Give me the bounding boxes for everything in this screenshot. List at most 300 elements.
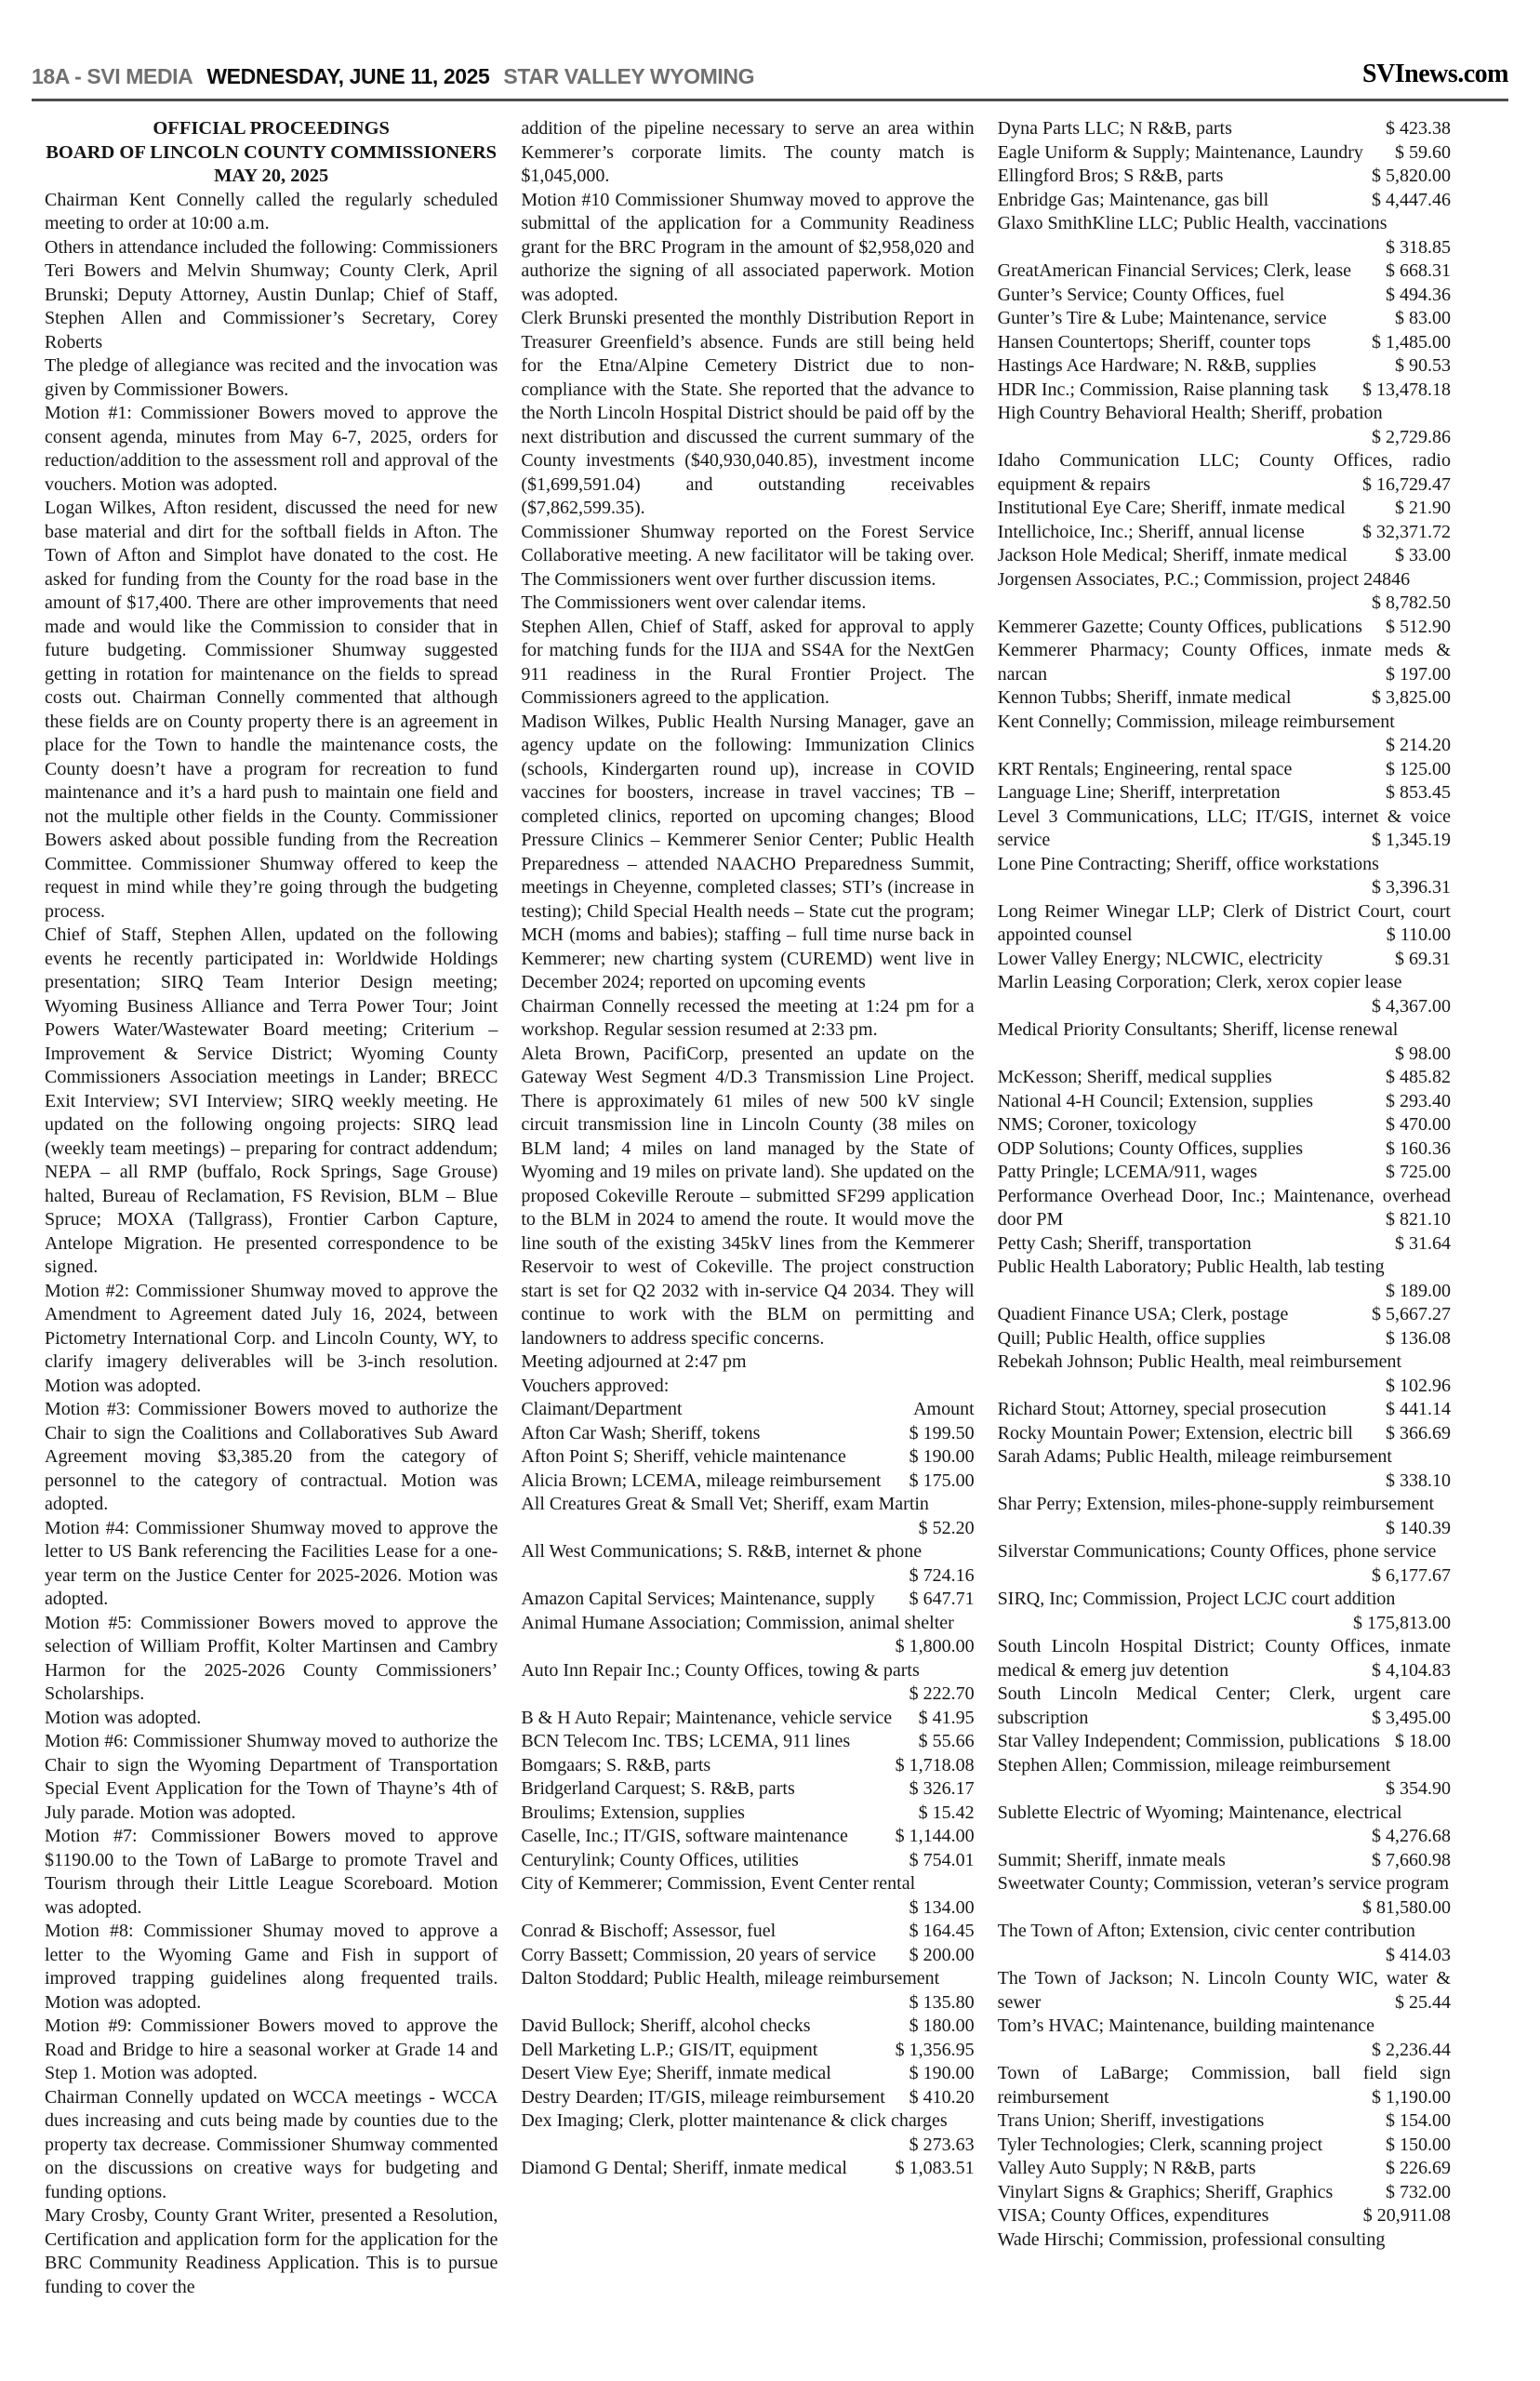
voucher-amount: $ 90.53 — [1394, 355, 1451, 376]
voucher-row — [998, 568, 1451, 616]
voucher-claimant: Language Line; Sheriff, interpretation — [997, 782, 1281, 803]
voucher-amount: $ 226.69 — [1385, 2158, 1451, 2178]
voucher-amount: $ 222.70 — [909, 1683, 975, 1704]
voucher-claimant: Kent Connelly; Commission, mileage reimbursement — [997, 711, 1395, 732]
voucher-row — [521, 2157, 974, 2181]
body-paragraph: Clerk Brunski presented the monthly Distribution Report in Treasurer Greenfield’s absence. Funds are still being held for the Etna/Alpine Cemetery District due to non-compliance with the State. She reported that the advance to the North Lincoln Hospital District should be paid off by the next distribution and discussed the current summary of the County investments ($40,930,040.85), investment income ($1,699,591.04) and outstanding receivables ($7,862,599.35). — [521, 308, 975, 518]
voucher-row — [998, 971, 1451, 1018]
voucher-claimant: South Lincoln Medical Center; Clerk, urgent care subscription — [997, 1683, 1451, 1728]
voucher-amount: $ 4,276.68 — [1371, 1826, 1451, 1846]
voucher-claimant: Summit; Sheriff, inmate meals — [997, 1849, 1226, 1870]
voucher-row — [521, 1707, 974, 1731]
body-paragraph: Motion #2: Commissioner Shumway moved to approve the Amendment to Agreement dated July 16, 2024, between Pictometry International Corp. and Lincoln County, WY, to clarify imagery deliverables will be 3-inch resolution. Motion was adopted. — [45, 1280, 498, 1396]
voucher-claimant: Town of LaBarge; Commission, ball field sign reimbursement — [997, 2063, 1451, 2108]
voucher-row — [998, 1872, 1451, 1920]
voucher-claimant: Sublette Electric of Wyoming; Maintenance, electrical — [997, 1802, 1402, 1823]
voucher-row — [521, 1659, 974, 1707]
voucher-claimant: Richard Stout; Attorney, special prosecution — [997, 1399, 1327, 1419]
voucher-amount: $ 55.66 — [918, 1731, 975, 1751]
voucher-list-part-2 — [998, 117, 1451, 2252]
voucher-row — [521, 1422, 974, 1446]
voucher-amount: $ 175,813.00 — [1352, 1612, 1451, 1633]
voucher-row — [998, 900, 1451, 948]
voucher-claimant: GreatAmerican Financial Services; Clerk, lease — [997, 260, 1352, 281]
voucher-claimant: Jorgensen Associates, P.C.; Commission, project 24846 — [997, 568, 1411, 590]
voucher-row — [998, 2015, 1451, 2062]
voucher-row — [521, 1540, 974, 1588]
voucher-amount: $ 160.36 — [1385, 1137, 1451, 1159]
voucher-claimant: All Creatures Great & Small Vet; Sheriff, exam Martin — [521, 1494, 929, 1514]
body-paragraph: Chairman Connelly recessed the meeting at 1:24 pm for a workshop. Regular session resumed at 2:33 pm. — [521, 995, 975, 1040]
voucher-claimant: Hastings Ace Hardware; N. R&B, supplies — [997, 355, 1317, 376]
voucher-amount: $ 724.16 — [909, 1564, 975, 1586]
voucher-header-claimant: Claimant/Department — [521, 1399, 683, 1419]
site-name: SVInews.com — [1361, 60, 1508, 88]
masthead-left — [32, 64, 763, 89]
issue-date: WEDNESDAY, JUNE 11, 2025 — [206, 64, 490, 88]
voucher-amount: $ 102.96 — [1385, 1375, 1451, 1396]
voucher-claimant: Performance Overhead Door, Inc.; Maintenance, overhead door PM — [997, 1185, 1451, 1230]
voucher-amount: $ 423.38 — [1385, 118, 1451, 139]
voucher-claimant: Sarah Adams; Public Health, mileage reimbursement — [997, 1446, 1392, 1467]
voucher-amount: $ 110.00 — [1386, 924, 1451, 945]
voucher-row — [998, 686, 1451, 711]
masthead-rule — [32, 99, 1508, 101]
body-paragraph: addition of the pipeline necessary to serve an area within Kemmerer’s corporate limits. The county match is $1,045,000. — [521, 118, 975, 186]
voucher-amount: $ 326.17 — [909, 1778, 975, 1799]
voucher-claimant: Afton Car Wash; Sheriff, tokens — [521, 1422, 761, 1443]
voucher-row — [998, 1849, 1451, 1873]
voucher-amount: $ 273.63 — [909, 2134, 975, 2155]
voucher-row — [998, 165, 1451, 189]
column-2 — [521, 117, 974, 2299]
voucher-claimant: Quill; Public Health, office supplies — [997, 1327, 1266, 1349]
voucher-claimant: Institutional Eye Care; Sheriff, inmate medical — [997, 498, 1346, 518]
body-paragraph: Motion #1: Commissioner Bowers moved to approve the consent agenda, minutes from May 6-7, 2025, orders for reduction/addition to the assessment roll and approval of the vouchers. Motion was adopted. — [45, 403, 498, 495]
voucher-amount: $ 485.82 — [1385, 1067, 1451, 1087]
voucher-row — [998, 117, 1451, 141]
voucher-row — [998, 1066, 1451, 1090]
voucher-row — [998, 449, 1451, 497]
voucher-amount: $ 180.00 — [909, 2015, 975, 2036]
voucher-amount: $ 5,820.00 — [1371, 166, 1451, 186]
voucher-amount: $ 1,144.00 — [895, 1826, 975, 1846]
body-paragraph: Commissioner Shumway reported on the Forest Service Collaborative meeting. A new facilitator will be taking over. The Commissioners went over further discussion items. — [521, 521, 975, 590]
voucher-amount: $ 853.45 — [1385, 782, 1451, 803]
voucher-claimant: Broulims; Extension, supplies — [521, 1802, 745, 1823]
body-paragraph: Motion #4: Commissioner Shumway moved to approve the letter to US Bank referencing the Facilities Lease for a one-year term on the Justice Center for 2025-2026. Motion was adopted. — [45, 1517, 498, 1609]
body-paragraph: The pledge of allegiance was recited and the invocation was given by Commissioner Bowers. — [45, 355, 498, 400]
voucher-row — [998, 2228, 1451, 2253]
voucher-amount: $ 410.20 — [909, 2086, 975, 2108]
voucher-amount: $ 4,367.00 — [1371, 995, 1451, 1017]
voucher-row — [998, 1137, 1451, 1162]
voucher-row — [998, 1232, 1451, 1257]
voucher-row — [998, 1327, 1451, 1351]
voucher-row — [521, 1445, 974, 1470]
page-label: 18A - SVI MEDIA — [32, 64, 193, 88]
body-paragraph: Chairman Kent Connelly called the regularly scheduled meeting to order at 10:00 a.m. — [45, 189, 498, 233]
voucher-claimant: Bridgerland Carquest; S. R&B, parts — [521, 1778, 795, 1799]
voucher-amount: $ 3,495.00 — [1371, 1707, 1451, 1728]
body-paragraph: Motion #7: Commissioner Bowers moved to approve $1190.00 to the Town of LaBarge to promote Travel and Tourism through their Little League Scoreboard. Motion was adopted. — [45, 1826, 498, 1918]
column-1-body — [45, 189, 498, 2300]
voucher-amount: $ 190.00 — [909, 2063, 975, 2083]
voucher-row — [998, 758, 1451, 782]
voucher-claimant: Jackson Hole Medical; Sheriff, inmate medical — [997, 545, 1348, 565]
column-3 — [998, 117, 1451, 2299]
voucher-claimant: Rocky Mountain Power; Extension, electric bill — [997, 1422, 1353, 1443]
voucher-row — [998, 521, 1451, 545]
body-paragraph: Logan Wilkes, Afton resident, discussed the need for new base material and dirt for the softball fields in Afton. The Town of Afton and Simplot have donated to the cost. He asked for funding from the County for the road base in the amount of $17,400. There are other improvements that need made and would like the Commission to consider that in future budgeting. Commissioner Shumway suggested getting in rotation for maintenance on the fields to spread costs out. Chairman Connelly commented that although these fields are on County property there is an agreement in place for the Town to handle the maintenance costs, the County doesn’t have a program for recreation to fund maintenance and it’s a hard push to maintain one field and not the multiple other fields in the County. Commissioner Bowers asked about possible funding from the Recreation Committee. Commissioner Shumway offered to keep the request in mind while they’re going through the budgeting process. — [45, 498, 498, 922]
voucher-claimant: Gunter’s Tire & Lube; Maintenance, service — [997, 308, 1327, 328]
voucher-row — [998, 379, 1451, 403]
voucher-row — [998, 1754, 1451, 1802]
voucher-amount: $ 293.40 — [1385, 1090, 1451, 1111]
voucher-amount: $ 668.31 — [1385, 260, 1451, 281]
voucher-row — [521, 1849, 974, 1873]
voucher-amount: $ 154.00 — [1385, 2110, 1451, 2131]
voucher-claimant: Shar Perry; Extension, miles-phone-supply reimbursement — [997, 1494, 1435, 1514]
voucher-row — [521, 1588, 974, 1612]
voucher-row — [998, 1540, 1451, 1588]
voucher-claimant: Kennon Tubbs; Sheriff, inmate medical — [997, 687, 1292, 708]
voucher-claimant: Corry Bassett; Commission, 20 years of service — [521, 1944, 876, 1965]
voucher-claimant: B & H Auto Repair; Maintenance, vehicle service — [521, 1707, 893, 1728]
voucher-row — [521, 1493, 974, 1540]
voucher-amount: $ 1,190.00 — [1371, 2086, 1451, 2108]
voucher-row — [998, 1398, 1451, 1422]
voucher-claimant: Dyna Parts LLC; N R&B, parts — [997, 118, 1232, 139]
voucher-claimant: Idaho Communication LLC; County Offices, radio equipment & repairs — [997, 450, 1451, 495]
voucher-amount: $ 512.90 — [1385, 616, 1451, 637]
body-paragraph: Stephen Allen, Chief of Staff, asked for approval to apply for matching funds for the IIJA and SS4A for the NextGen 911 readiness in the Rural Frontier Project. The Commissioners agreed to the application. — [521, 616, 975, 708]
voucher-amount: $ 7,660.98 — [1371, 1849, 1451, 1870]
voucher-amount: $ 1,356.95 — [895, 2039, 975, 2060]
voucher-amount: $ 18.00 — [1394, 1731, 1451, 1751]
voucher-row — [521, 2109, 974, 2157]
voucher-claimant: Lower Valley Energy; NLCWIC, electricity — [997, 948, 1323, 969]
article-title-line: BOARD OF LINCOLN COUNTY COMMISSIONERS — [46, 141, 498, 163]
voucher-row — [521, 1920, 974, 1944]
voucher-row — [998, 2134, 1451, 2158]
voucher-row — [998, 331, 1451, 355]
voucher-row — [998, 1588, 1451, 1635]
voucher-list-part-1 — [521, 1422, 974, 2181]
voucher-row — [998, 212, 1451, 259]
voucher-amount: $ 494.36 — [1385, 284, 1451, 305]
voucher-row — [998, 1635, 1451, 1683]
voucher-amount: $ 1,718.08 — [895, 1754, 975, 1776]
voucher-claimant: Star Valley Independent; Commission, publications — [997, 1731, 1380, 1751]
voucher-claimant: Trans Union; Sheriff, investigations — [997, 2110, 1265, 2131]
voucher-amount: $ 190.00 — [909, 1446, 975, 1467]
voucher-row — [521, 1612, 974, 1659]
voucher-row — [521, 1730, 974, 1754]
voucher-amount: $ 32,371.72 — [1361, 521, 1451, 542]
column-1 — [45, 117, 498, 2299]
voucher-claimant: Auto Inn Repair Inc.; County Offices, towing & parts — [521, 1659, 920, 1681]
voucher-row — [998, 639, 1451, 686]
voucher-amount: $ 3,396.31 — [1371, 877, 1451, 898]
voucher-row — [521, 1872, 974, 1920]
voucher-amount: $ 135.80 — [909, 1991, 975, 2013]
voucher-row — [521, 2039, 974, 2063]
voucher-amount: $ 2,729.86 — [1371, 426, 1451, 447]
body-paragraph: Motion #5: Commissioner Bowers moved to approve the selection of William Proffit, Kolter Martinsen and Cambry Harmon for the 2025-2026 County Commissioners’ Scholarships. — [45, 1612, 498, 1704]
voucher-amount: $ 136.08 — [1385, 1327, 1451, 1349]
voucher-amount: $ 414.03 — [1385, 1944, 1451, 1965]
region-label: STAR VALLEY WYOMING — [503, 64, 755, 88]
voucher-amount: $ 140.39 — [1385, 1517, 1451, 1538]
voucher-row — [998, 1802, 1451, 1849]
voucher-row — [998, 1730, 1451, 1754]
voucher-row — [998, 259, 1451, 284]
voucher-claimant: South Lincoln Hospital District; County Offices, inmate medical & emerg juv detention — [997, 1636, 1451, 1681]
voucher-claimant: HDR Inc.; Commission, Raise planning task — [997, 379, 1329, 400]
voucher-claimant: Petty Cash; Sheriff, transportation — [997, 1232, 1252, 1254]
voucher-table-header — [521, 1398, 974, 1422]
voucher-row — [998, 2109, 1451, 2134]
voucher-amount: $ 33.00 — [1394, 545, 1451, 565]
voucher-amount: $ 41.95 — [918, 1707, 975, 1728]
voucher-row — [998, 2062, 1451, 2109]
voucher-row — [998, 1350, 1451, 1398]
voucher-claimant: Public Health Laboratory; Public Health, lab testing — [997, 1257, 1385, 1277]
voucher-row — [998, 141, 1451, 166]
voucher-claimant: VISA; County Offices, expenditures — [997, 2205, 1269, 2226]
voucher-row — [998, 805, 1451, 853]
voucher-amount: $ 98.00 — [1394, 1043, 1451, 1064]
voucher-amount: $ 4,104.83 — [1371, 1659, 1451, 1681]
body-paragraph: The Commissioners went over calendar items. — [521, 592, 867, 613]
voucher-amount: $ 199.50 — [909, 1422, 975, 1443]
voucher-row — [521, 1825, 974, 1849]
voucher-claimant: Eagle Uniform & Supply; Maintenance, Laundry — [997, 141, 1363, 163]
voucher-claimant: Conrad & Bischoff; Assessor, fuel — [521, 1921, 777, 1941]
voucher-amount: $ 754.01 — [909, 1849, 975, 1870]
voucher-claimant: Intellichoice, Inc.; Sheriff, annual license — [997, 521, 1305, 542]
voucher-claimant: Centurylink; County Offices, utilities — [521, 1849, 799, 1870]
voucher-claimant: Lone Pine Contracting; Sheriff, office workstations — [997, 853, 1379, 874]
voucher-amount: $ 21.90 — [1394, 498, 1451, 518]
voucher-claimant: BCN Telecom Inc. TBS; LCEMA, 911 lines — [521, 1731, 851, 1751]
voucher-amount: $ 2,236.44 — [1371, 2039, 1451, 2060]
voucher-amount: $ 5,667.27 — [1371, 1304, 1451, 1324]
body-paragraph: Mary Crosby, County Grant Writer, presented a Resolution, Certification and application form for the application for the BRC Community Readiness Application. This is to pursue funding to cover the — [45, 2205, 498, 2297]
voucher-amount: $ 470.00 — [1385, 1114, 1451, 1135]
voucher-claimant: Tyler Technologies; Clerk, scanning project — [997, 2134, 1323, 2155]
voucher-claimant: High Country Behavioral Health; Sheriff, probation — [997, 403, 1383, 423]
voucher-claimant: Afton Point S; Sheriff, vehicle maintenance — [521, 1446, 846, 1467]
voucher-row — [998, 853, 1451, 900]
body-paragraph: Meeting adjourned at 2:47 pm — [521, 1351, 747, 1372]
voucher-row — [998, 1422, 1451, 1446]
voucher-amount: $ 52.20 — [918, 1517, 975, 1538]
voucher-row — [998, 711, 1451, 758]
voucher-row — [521, 2062, 974, 2086]
voucher-row — [998, 2157, 1451, 2181]
voucher-amount: $ 732.00 — [1385, 2181, 1451, 2202]
voucher-amount: $ 31.64 — [1394, 1232, 1451, 1254]
voucher-row — [998, 2181, 1451, 2205]
body-paragraph: Motion was adopted. — [45, 1707, 202, 1728]
body-paragraph: Motion #8: Commissioner Shumay moved to approve a letter to the Wyoming Game and Fish in support of improved trapping guidelines along frequented trails. Motion was adopted. — [45, 1921, 498, 2013]
voucher-amount: $ 3,825.00 — [1371, 687, 1451, 708]
voucher-claimant: The Town of Jackson; N. Lincoln County WIC, water & sewer — [997, 1968, 1451, 2013]
voucher-claimant: Valley Auto Supply; N R&B, parts — [997, 2158, 1256, 2178]
voucher-amount: $ 4,447.46 — [1371, 189, 1451, 210]
article-columns — [45, 117, 1451, 2299]
voucher-claimant: City of Kemmerer; Commission, Event Center rental — [521, 1873, 916, 1894]
voucher-claimant: Glaxo SmithKline LLC; Public Health, vaccinations — [997, 213, 1387, 233]
voucher-amount: $ 134.00 — [909, 1896, 975, 1918]
voucher-amount: $ 1,345.19 — [1371, 830, 1451, 850]
body-paragraph: Vouchers approved: — [521, 1375, 670, 1396]
voucher-amount: $ 354.90 — [1385, 1778, 1451, 1799]
voucher-amount: $ 821.10 — [1385, 1209, 1451, 1230]
voucher-row — [521, 1777, 974, 1802]
voucher-amount: $ 81,580.00 — [1361, 1896, 1451, 1918]
voucher-amount: $ 69.31 — [1394, 948, 1451, 969]
voucher-claimant: Desert View Eye; Sheriff, inmate medical — [521, 2063, 831, 2083]
voucher-row — [521, 2015, 974, 2039]
voucher-claimant: KRT Rentals; Engineering, rental space — [997, 758, 1293, 779]
voucher-amount: $ 189.00 — [1385, 1280, 1451, 1301]
voucher-row — [998, 2204, 1451, 2228]
voucher-claimant: Alicia Brown; LCEMA, mileage reimbursement — [521, 1470, 882, 1491]
voucher-claimant: The Town of Afton; Extension, civic center contribution — [997, 1921, 1415, 1941]
voucher-claimant: National 4-H Council; Extension, supplies — [997, 1090, 1314, 1111]
body-paragraph: Motion #10 Commissioner Shumway moved to approve the submittal of the application for a Community Readiness grant for the BRC Program in the amount of $2,958,020 and authorize the signing of all associated paperwork. Motion was adopted. — [521, 189, 975, 305]
column-2-body — [521, 117, 974, 1398]
voucher-amount: $ 16,729.47 — [1361, 473, 1451, 495]
voucher-claimant: Dex Imaging; Clerk, plotter maintenance & click charges — [521, 2110, 948, 2131]
voucher-claimant: Wade Hirschi; Commission, professional consulting — [997, 2228, 1386, 2250]
voucher-amount: $ 200.00 — [909, 1944, 975, 1965]
body-paragraph: Chief of Staff, Stephen Allen, updated on the following events he recently participated in: Worldwide Holdings presentation; SIRQ Team Interior Design meeting; Wyoming Business Alliance and Terra Power Tour; Joint Powers Water/Wastewater Board meeting; Criterium – Improvement & Service District; Wyoming County Commissioners Association meetings in Lander; BRECC Exit Interview; SVI Interview; SIRQ weekly meeting. He updated on the following ongoing projects: SIRQ lead (weekly team meetings) – preparing for contract addendum; NEPA – all RMP (buffalo, Rock Springs, Sage Grouse) halted, Bureau of Reclamation, FS Revision, BLM – Blue Spruce; MOXA (Tallgrass), Frontier Carbon Capture, Antelope Migration. He presented correspondence to be signed. — [45, 924, 498, 1277]
voucher-header-amount: Amount — [913, 1399, 975, 1419]
voucher-claimant: Enbridge Gas; Maintenance, gas bill — [997, 189, 1269, 210]
voucher-row — [521, 1470, 974, 1494]
voucher-claimant: Long Reimer Winegar LLP; Clerk of District Court, court appointed counsel — [997, 900, 1451, 945]
voucher-amount: $ 13,478.18 — [1361, 379, 1451, 400]
voucher-amount: $ 59.60 — [1394, 141, 1451, 163]
body-paragraph: Chairman Connelly updated on WCCA meetings - WCCA dues increasing and cuts being made by counties due to the property tax decrease. Commissioner Shumway commented on the discussions on creative ways for budgeting and funding options. — [45, 2086, 498, 2202]
voucher-amount: $ 25.44 — [1394, 1991, 1451, 2013]
voucher-claimant: Caselle, Inc.; IT/GIS, software maintenance — [521, 1826, 848, 1846]
voucher-amount: $ 366.69 — [1385, 1422, 1451, 1443]
voucher-amount: $ 318.85 — [1385, 236, 1451, 258]
voucher-claimant: Quadient Finance USA; Clerk, postage — [997, 1304, 1289, 1324]
voucher-claimant: ODP Solutions; County Offices, supplies — [997, 1137, 1304, 1159]
voucher-row — [998, 1256, 1451, 1303]
voucher-row — [998, 948, 1451, 972]
article-title-line: OFFICIAL PROCEEDINGS — [153, 118, 390, 139]
voucher-amount: $ 164.45 — [909, 1921, 975, 1941]
voucher-claimant: Kemmerer Pharmacy; County Offices, inmate meds & narcan — [997, 640, 1451, 685]
voucher-claimant: McKesson; Sheriff, medical supplies — [997, 1067, 1272, 1087]
voucher-row — [998, 1018, 1451, 1066]
voucher-claimant: Tom’s HVAC; Maintenance, building maintenance — [997, 2015, 1375, 2036]
voucher-amount: $ 125.00 — [1385, 758, 1451, 779]
voucher-claimant: Vinylart Signs & Graphics; Sheriff, Graphics — [997, 2181, 1334, 2202]
voucher-claimant: Marlin Leasing Corporation; Clerk, xerox copier lease — [997, 972, 1402, 992]
voucher-row — [998, 1303, 1451, 1327]
voucher-claimant: Diamond G Dental; Sheriff, inmate medical — [521, 2158, 847, 2178]
voucher-amount: $ 338.10 — [1385, 1470, 1451, 1491]
article-title-line: MAY 20, 2025 — [214, 166, 329, 186]
voucher-row — [521, 1802, 974, 1826]
body-paragraph: Madison Wilkes, Public Health Nursing Manager, gave an agency update on the following: Immunization Clinics (schools, Kindergarten round up), increase in COVID vaccines for boosters, increase in travel vaccines; TB – completed clinics, reported on upcoming changes; Blood Pressure Clinics – Kemmerer Senior Center; Public Health Preparedness – attended NAACHO Preparedness Summit, meetings in Cheyenne, completed classes; STI’s (increase in testing); Child Special Health needs – State cut the program; MCH (moms and babies); staffing – full time nurse back in Kemmerer; new charting system (CUREMD) went live in December 2024; reported on upcoming events — [521, 711, 975, 992]
voucher-amount: $ 214.20 — [1385, 735, 1451, 755]
voucher-row — [998, 1445, 1451, 1493]
voucher-claimant: Rebekah Johnson; Public Health, meal reimbursement — [997, 1351, 1402, 1372]
voucher-amount: $ 8,782.50 — [1371, 592, 1451, 613]
voucher-claimant: Dell Marketing L.P.; GIS/IT, equipment — [521, 2039, 818, 2060]
voucher-amount: $ 441.14 — [1385, 1399, 1451, 1419]
voucher-amount: $ 1,083.51 — [895, 2158, 975, 2178]
voucher-claimant: Destry Dearden; IT/GIS, mileage reimbursement — [521, 2086, 885, 2108]
voucher-row — [998, 544, 1451, 568]
voucher-claimant: David Bullock; Sheriff, alcohol checks — [521, 2015, 811, 2036]
voucher-claimant: Ellingford Bros; S R&B, parts — [997, 166, 1224, 186]
voucher-claimant: Dalton Stoddard; Public Health, mileage reimbursement — [521, 1968, 940, 1989]
voucher-amount: $ 15.42 — [918, 1802, 975, 1823]
voucher-row — [521, 2086, 974, 2110]
voucher-row — [998, 1920, 1451, 1967]
voucher-row — [998, 1493, 1451, 1540]
voucher-claimant: Medical Priority Consultants; Sheriff, license renewal — [997, 1019, 1399, 1040]
body-paragraph: Motion #6: Commissioner Shumway moved to authorize the Chair to sign the Wyoming Department of Transportation Special Event Application for the Town of Thayne’s 4th of July parade. Motion was adopted. — [45, 1731, 498, 1823]
voucher-row — [998, 189, 1451, 213]
voucher-row — [998, 402, 1451, 449]
voucher-claimant: NMS; Coroner, toxicology — [997, 1114, 1197, 1135]
voucher-row — [998, 1113, 1451, 1137]
voucher-row — [998, 781, 1451, 805]
voucher-claimant: Patty Pringle; LCEMA/911, wages — [997, 1162, 1257, 1182]
voucher-row — [998, 1967, 1451, 2015]
body-paragraph: Motion #9: Commissioner Bowers moved to approve the Road and Bridge to hire a seasonal worker at Grade 14 and Step 1. Motion was adopted. — [45, 2015, 498, 2083]
article-title — [45, 117, 498, 189]
voucher-amount: $ 1,485.00 — [1371, 331, 1451, 352]
voucher-row — [998, 354, 1451, 379]
voucher-row — [998, 1161, 1451, 1185]
voucher-claimant: Bomgaars; S. R&B, parts — [521, 1754, 711, 1776]
voucher-amount: $ 197.00 — [1385, 663, 1451, 685]
voucher-row — [998, 284, 1451, 308]
voucher-amount: $ 6,177.67 — [1371, 1564, 1451, 1586]
masthead — [32, 60, 1508, 89]
voucher-claimant: Kemmerer Gazette; County Offices, publications — [997, 616, 1362, 637]
voucher-claimant: Amazon Capital Services; Maintenance, supply — [521, 1589, 875, 1609]
voucher-claimant: Level 3 Communications, LLC; IT/GIS, internet & voice service — [997, 805, 1451, 850]
body-paragraph: Others in attendance included the following: Commissioners Teri Bowers and Melvin Shumway; County Clerk, April Brunski; Deputy Attorney, Austin Dunlap; Chief of Staff, Stephen Allen and Commissioner’s Secretary, Corey Roberts — [45, 236, 498, 352]
voucher-amount: $ 83.00 — [1394, 308, 1451, 328]
voucher-claimant: Stephen Allen; Commission, mileage reimbursement — [997, 1754, 1391, 1776]
voucher-row — [998, 616, 1451, 640]
voucher-row — [998, 1090, 1451, 1114]
voucher-row — [998, 307, 1451, 331]
voucher-amount: $ 150.00 — [1385, 2134, 1451, 2155]
voucher-claimant: Animal Humane Association; Commission, animal shelter — [521, 1612, 954, 1633]
voucher-claimant: Gunter’s Service; County Offices, fuel — [997, 284, 1285, 305]
voucher-amount: $ 1,800.00 — [895, 1636, 975, 1656]
voucher-claimant: Sweetwater County; Commission, veteran’s service program — [997, 1873, 1450, 1894]
voucher-claimant: All West Communications; S. R&B, internet & phone — [521, 1541, 923, 1562]
body-paragraph: Motion #3: Commissioner Bowers moved to authorize the Chair to sign the Coalitions and Collaboratives Sub Award Agreement moving $3,385.20 from the category of personnel to the category of contractual. Motion was adopted. — [45, 1399, 498, 1514]
voucher-row — [998, 497, 1451, 521]
